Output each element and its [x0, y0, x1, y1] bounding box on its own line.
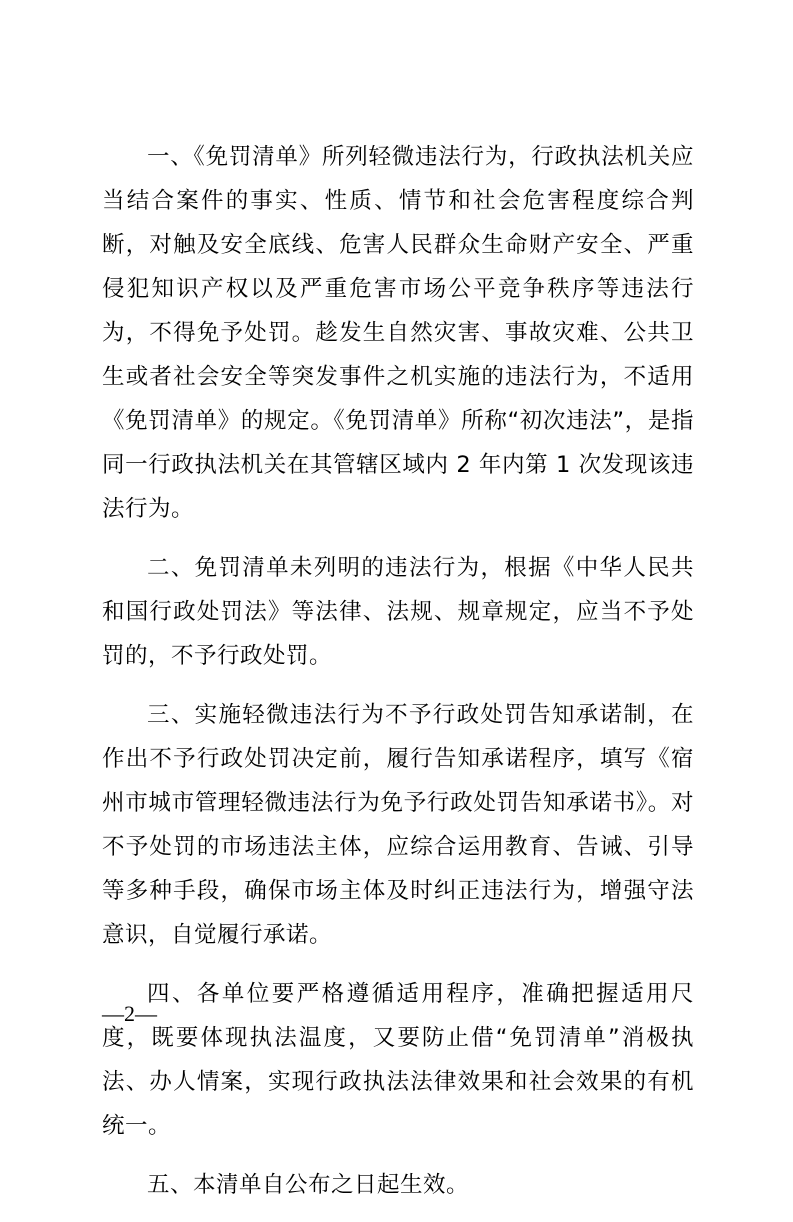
- paragraph-2: 二、免罚清单未列明的违法行为，根据《中华人民共和国行政处罚法》等法律、法规、规章规定，应当不予处罚的，不予行政处罚。: [102, 555, 694, 669]
- paragraph-1: 一、《免罚清单》所列轻微违法行为，行政执法机关应当结合案件的事实、性质、情节和社会危害程度综合判断，对触及安全底线、危害人民群众生命财产安全、严重侵犯知识产权以及严重危害市场公平竞争秩序等违法行为，不得免予处罚。趁发生自然灾害、事故灾难、公共卫生或者社会安全等突发事件之机实施的违法行为，不适用《免罚清单》的规定。《免罚清单》所称“初次违法”，是指同一行政执法机关在其管辖区域内 2 年内第 1 次发现该违法行为。: [102, 144, 694, 522]
- paragraph-3: 三、实施轻微违法行为不予行政处罚告知承诺制，在作出不予行政处罚决定前，履行告知承诺程序，填写《宿州市城市管理轻微违法行为免予行政处罚告知承诺书》。对不予处罚的市场违法主体，应综合运用教育、告诫、引导等多种手段，确保市场主体及时纠正违法行为，增强守法意识，自觉履行承诺。: [102, 702, 694, 948]
- paragraph-4: 四、各单位要严格遵循适用程序，准确把握适用尺度，既要体现执法温度，又要防止借“免罚清单”消极执法、办人情案，实现行政执法法律效果和社会效果的有机统一。: [102, 981, 694, 1139]
- page-number: —2—: [102, 1001, 157, 1026]
- document-body: [102, 135, 694, 1222]
- paragraph-5: 五、本清单自公布之日起生效。: [147, 1172, 470, 1198]
